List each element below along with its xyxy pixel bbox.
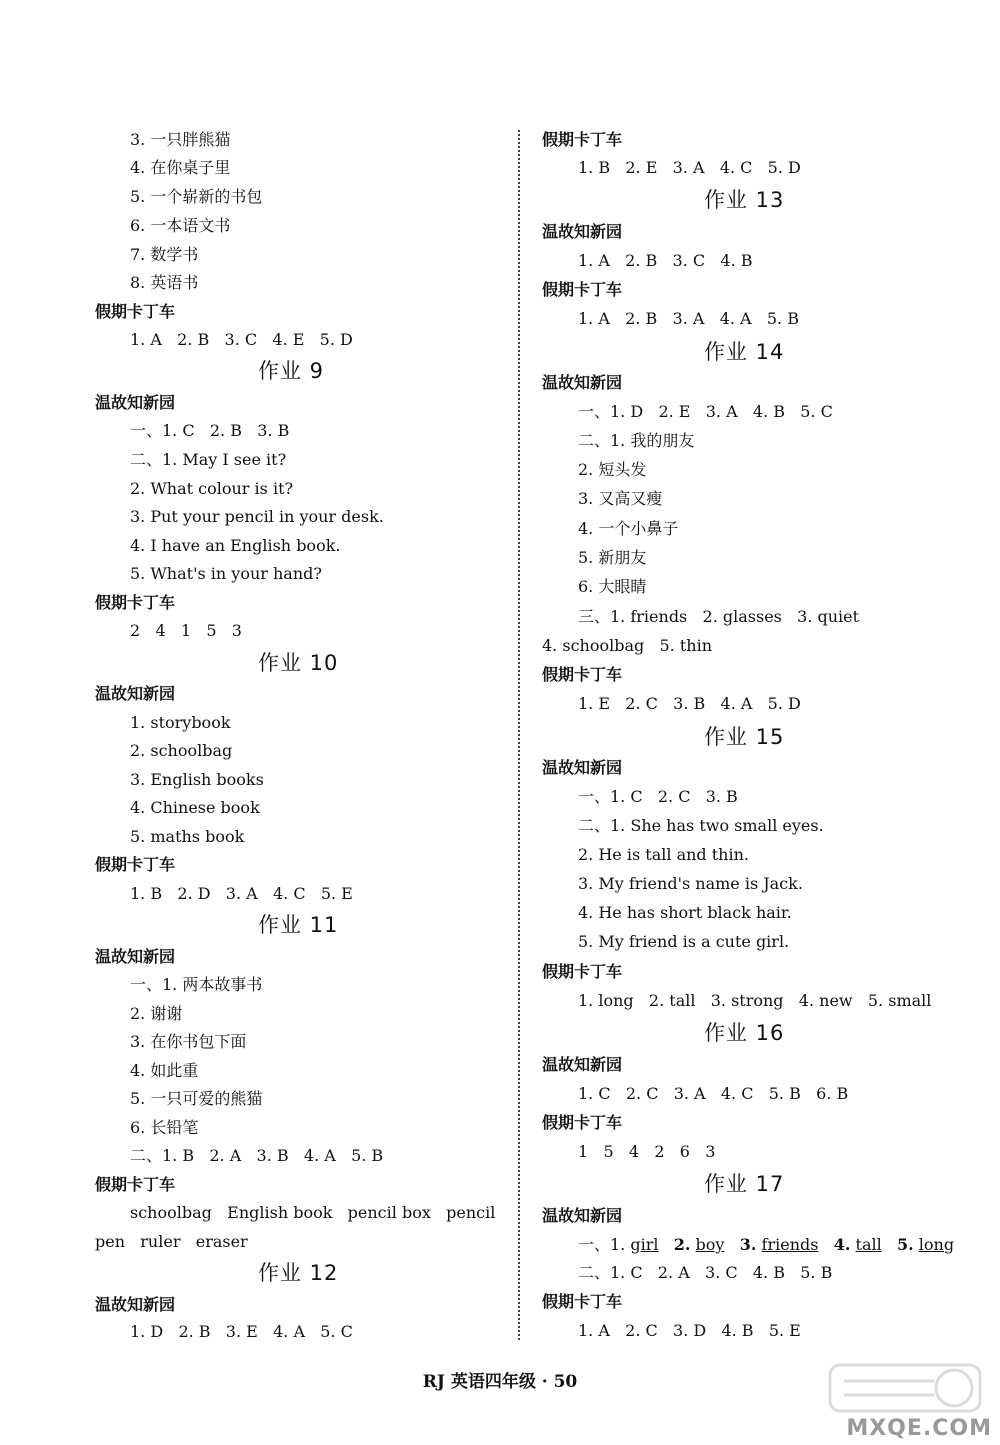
homework-title: 作业 15	[704, 725, 785, 749]
section-label: 温故知新园	[542, 1206, 623, 1225]
section-label: 温故知新园	[95, 393, 176, 412]
answer-line: 一、1. D 2. E 3. A 4. B 5. C	[578, 402, 833, 421]
answer-line: 1. A 2. B 3. C 4. B	[578, 251, 753, 270]
underlined-answer: girl	[630, 1235, 659, 1254]
answer-line: 一、1. C 2. C 3. B	[578, 787, 738, 806]
answer-line: 1. storybook	[130, 713, 231, 732]
answer-line: 5. My friend is a cute girl.	[578, 932, 790, 951]
answer-line: 5. 新朋友	[578, 548, 647, 567]
answer-line: 4. schoolbag 5. thin	[542, 636, 712, 655]
answer-line: 3. 又高又瘦	[578, 489, 663, 508]
section-label: 假期卡丁车	[95, 1175, 176, 1194]
answer-line: 1. B 2. D 3. A 4. C 5. E	[130, 884, 353, 903]
answer-line: 5. 一只可爱的熊猫	[130, 1089, 263, 1108]
answer-line: 二、1. C 2. A 3. C 4. B 5. B	[578, 1263, 833, 1282]
answer-line-underlined: 一、1. girl 2. boy 3. friends 4. tall 5. long	[578, 1235, 955, 1254]
line-prefix: 一、1.	[578, 1235, 631, 1254]
answer-line: 1. A 2. C 3. D 4. B 5. E	[578, 1321, 801, 1340]
answer-line: 1. A 2. B 3. C 4. E 5. D	[130, 330, 353, 349]
answer-line: schoolbag English book pencil box pencil	[130, 1203, 496, 1222]
underlined-answer: long	[918, 1235, 955, 1254]
answer-line: 6. 长铅笔	[130, 1118, 199, 1137]
answer-line: 2. He is tall and thin.	[578, 845, 749, 864]
answer-line: 1. C 2. C 3. A 4. C 5. B 6. B	[578, 1084, 849, 1103]
answer-line: 5. maths book	[130, 827, 245, 846]
answer-line: 5. What's in your hand?	[130, 564, 322, 583]
answer-line: 4. I have an English book.	[130, 536, 341, 555]
section-label: 温故知新园	[542, 758, 623, 777]
answer-line: 2. 谢谢	[130, 1004, 183, 1023]
section-label: 温故知新园	[542, 1055, 623, 1074]
homework-title: 作业 13	[704, 188, 785, 212]
answer-line: 二、1. May I see it?	[130, 450, 287, 469]
homework-title: 作业 17	[704, 1172, 785, 1196]
section-label: 温故知新园	[542, 373, 623, 392]
page-footer: RJ 英语四年级 · 50	[422, 1372, 578, 1392]
homework-title: 作业 14	[704, 340, 785, 364]
underlined-answer: boy	[695, 1235, 725, 1254]
answer-line: 2 4 1 5 3	[130, 621, 242, 640]
underlined-answer: friends	[761, 1235, 819, 1254]
answer-line: 1. B 2. E 3. A 4. C 5. D	[578, 158, 801, 177]
answer-line: 1. A 2. B 3. A 4. A 5. B	[578, 309, 799, 328]
homework-title: 作业 12	[258, 1261, 339, 1285]
answer-line: 3. My friend's name is Jack.	[578, 874, 803, 893]
section-label: 假期卡丁车	[542, 962, 623, 981]
answer-line: 8. 英语书	[130, 273, 199, 292]
answer-line: 3. Put your pencil in your desk.	[130, 507, 384, 526]
section-label: 假期卡丁车	[542, 280, 623, 299]
section-label: 温故知新园	[95, 947, 176, 966]
homework-title: 作业 11	[258, 913, 339, 937]
underlined-answer: tall	[855, 1235, 882, 1254]
section-label: 假期卡丁车	[95, 855, 176, 874]
answer-line: 一、1. C 2. B 3. B	[130, 421, 290, 440]
answer-line: 2. schoolbag	[130, 741, 233, 760]
column-divider	[518, 130, 520, 1340]
homework-title: 作业 9	[258, 359, 325, 383]
section-label: 温故知新园	[95, 684, 176, 703]
answer-line: 7. 数学书	[130, 245, 199, 264]
section-label: 假期卡丁车	[542, 1292, 623, 1311]
answer-line: 6. 大眼睛	[578, 577, 647, 596]
answer-line: 二、1. 我的朋友	[578, 431, 695, 450]
answer-line: 6. 一本语文书	[130, 216, 231, 235]
answer-line: 3. 在你书包下面	[130, 1032, 247, 1051]
answer-line: 2. What colour is it?	[130, 479, 294, 498]
answer-line: 1. E 2. C 3. B 4. A 5. D	[578, 694, 801, 713]
answer-line: 三、1. friends 2. glasses 3. quiet	[578, 607, 860, 626]
answer-line: 一、1. 两本故事书	[130, 975, 263, 994]
answer-line: 5. 一个崭新的书包	[130, 187, 263, 206]
answer-line: 二、1. B 2. A 3. B 4. A 5. B	[130, 1146, 384, 1165]
section-label: 假期卡丁车	[542, 665, 623, 684]
section-label: 温故知新园	[95, 1295, 176, 1314]
answer-line: 1. long 2. tall 3. strong 4. new 5. small	[578, 991, 932, 1010]
homework-title: 作业 16	[704, 1021, 785, 1045]
answer-line: 4. He has short black hair.	[578, 903, 792, 922]
homework-title: 作业 10	[258, 651, 339, 675]
section-label: 假期卡丁车	[95, 302, 176, 321]
answer-line: 4. 一个小鼻子	[578, 519, 679, 538]
answer-line: 4. Chinese book	[130, 798, 260, 817]
answer-line: 1 5 4 2 6 3	[578, 1142, 716, 1161]
answer-line: 3. 一只胖熊猫	[130, 130, 231, 149]
watermark-text: MXQE.COM	[846, 1416, 992, 1441]
answer-line: 4. 如此重	[130, 1061, 199, 1080]
answer-line: 1. D 2. B 3. E 4. A 5. C	[130, 1322, 353, 1341]
section-label: 假期卡丁车	[542, 1113, 623, 1132]
section-label: 假期卡丁车	[542, 130, 623, 149]
answer-line: pen ruler eraser	[95, 1232, 248, 1251]
answer-line: 2. 短头发	[578, 460, 647, 479]
section-label: 假期卡丁车	[95, 593, 176, 612]
answer-line: 二、1. She has two small eyes.	[578, 816, 824, 835]
answer-line: 4. 在你桌子里	[130, 158, 231, 177]
section-label: 温故知新园	[542, 222, 623, 241]
answer-line: 3. English books	[130, 770, 264, 789]
